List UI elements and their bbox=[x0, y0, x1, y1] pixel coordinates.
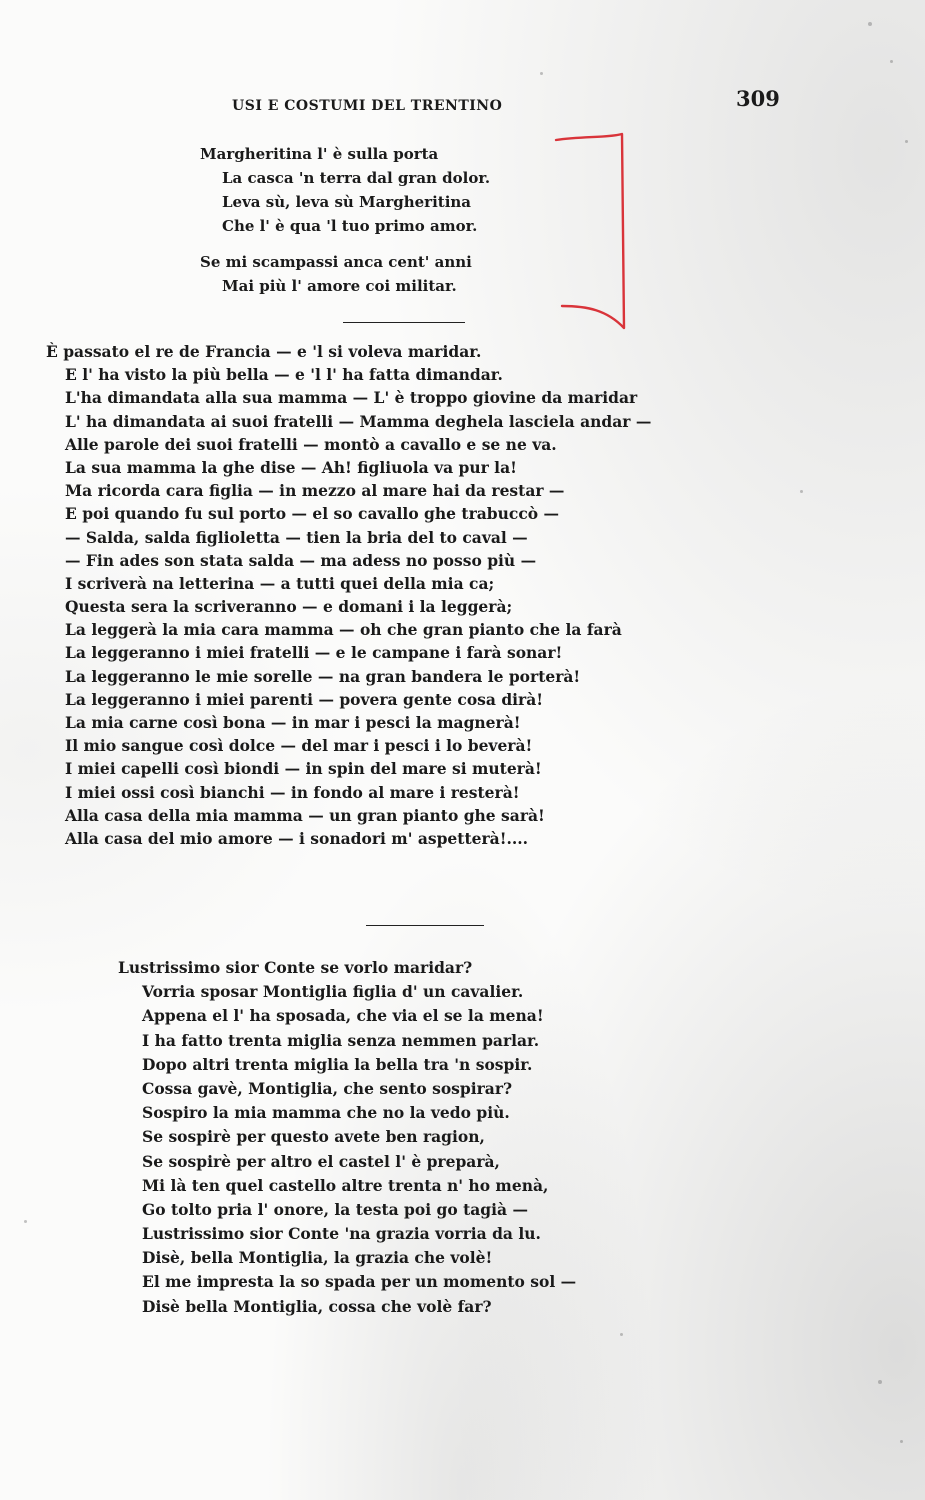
verse-line: La sua mamma la ghe dise — Ah! figliuola va pur la! bbox=[65, 457, 517, 477]
scan-speck bbox=[800, 490, 803, 493]
verse-line: Margheritina l' è sulla porta bbox=[200, 145, 439, 163]
verse-line: Il mio sangue così dolce — del mar i pesci i lo beverà! bbox=[65, 736, 533, 756]
song-re-de-francia bbox=[46, 340, 651, 850]
verse-line: La mia carne così bona — in mar i pesci la magnerà! bbox=[65, 713, 521, 732]
verse-line: La leggeranno i miei parenti — povera gente cosa dirà! bbox=[65, 689, 544, 709]
verse-line: Disè bella Montiglia, cossa che volè far? bbox=[142, 1296, 492, 1316]
verse-line: Dopo altri trenta miglia la bella tra 'n sospir. bbox=[142, 1054, 533, 1074]
verse-line: La leggerà la mia cara mamma — oh che gran pianto che la farà bbox=[65, 620, 622, 640]
verse-line: E l' ha visto la più bella — e 'l l' ha fatta dimandar. bbox=[65, 365, 503, 385]
verse-line: L' ha dimandata ai suoi fratelli — Mamma deghela lasciela andar — bbox=[65, 411, 652, 431]
scan-speck bbox=[878, 1380, 882, 1384]
verse-line: Questa sera la scriveranno — e domani i la leggerà; bbox=[65, 597, 513, 617]
verse-line: Lustrissimo sior Conte 'na grazia vorria da lu. bbox=[142, 1224, 541, 1244]
verse-line: Se mi scampassi anca cent' anni bbox=[200, 253, 472, 271]
verse-line: Mai più l' amore coi militar. bbox=[222, 277, 457, 295]
page-number: 309 bbox=[736, 86, 780, 111]
running-title: USI E COSTUMI DEL TRENTINO bbox=[232, 98, 503, 114]
verse-line: La leggeranno le mie sorelle — na gran bandera le porterà! bbox=[65, 666, 581, 686]
section-divider bbox=[343, 322, 465, 323]
verse-line: Cossa gavè, Montiglia, che sento sospirar? bbox=[142, 1078, 513, 1098]
stanza-gap bbox=[200, 238, 490, 250]
verse-line: Mi là ten quel castello altre trenta n' ho menà, bbox=[142, 1175, 549, 1195]
verse-line: E poi quando fu sul porto — el so cavallo ghe trabuccò — bbox=[65, 504, 560, 524]
verse-line: — Salda, salda figlioletta — tien la bria del to caval — bbox=[65, 527, 528, 547]
verse-line: Alle parole dei suoi fratelli — montò a cavallo e se ne va. bbox=[65, 434, 557, 454]
verse-line: Disè, bella Montiglia, la grazia che volè! bbox=[142, 1248, 493, 1268]
scan-speck bbox=[890, 60, 893, 63]
scan-speck bbox=[900, 1440, 903, 1443]
section-divider bbox=[366, 925, 484, 926]
scan-speck bbox=[620, 1333, 623, 1336]
verse-line: I scriverà na letterina — a tutti quei della mia ca; bbox=[65, 573, 495, 593]
verse-line: I miei capelli così biondi — in spin del mare si muterà! bbox=[65, 759, 542, 779]
scan-speck bbox=[905, 140, 908, 143]
verse-line: Che l' è qua 'l tuo primo amor. bbox=[222, 217, 478, 235]
verse-line: Alla casa del mio amore — i sonadori m' aspetterà!.... bbox=[65, 828, 529, 848]
verse-line: — Fin ades son stata salda — ma adess no posso più — bbox=[65, 550, 537, 570]
verse-line: La leggeranno i miei fratelli — e le campane i farà sonar! bbox=[65, 643, 563, 663]
song-margheritina bbox=[200, 142, 490, 298]
verse-line: Ma ricorda cara figlia — in mezzo al mare hai da restar — bbox=[65, 481, 565, 501]
verse-line: La casca 'n terra dal gran dolor. bbox=[222, 169, 491, 187]
verse-line: Leva sù, leva sù Margheritina bbox=[222, 193, 472, 211]
verse-line: I ha fatto trenta miglia senza nemmen parlar. bbox=[142, 1030, 540, 1050]
scan-speck bbox=[868, 22, 872, 26]
verse-line: Lustrissimo sior Conte se vorlo maridar? bbox=[118, 958, 473, 977]
red-bracket-annotation bbox=[552, 128, 642, 338]
verse-line: Vorria sposar Montiglia figlia d' un cavalier. bbox=[142, 982, 524, 1002]
scan-speck bbox=[540, 72, 543, 75]
verse-line: Appena el l' ha sposada, che via el se la mena! bbox=[142, 1006, 544, 1026]
verse-line: L'ha dimandata alla sua mamma — L' è troppo giovine da maridar bbox=[65, 388, 638, 408]
verse-line: Alla casa della mia mamma — un gran pianto ghe sarà! bbox=[65, 805, 545, 825]
verse-line: Se sospirè per altro el castel l' è preparà, bbox=[142, 1151, 500, 1171]
song-montiglia bbox=[118, 956, 576, 1319]
verse-line: È passato el re de Francia — e 'l si voleva maridar. bbox=[46, 342, 482, 361]
verse-line: Se sospirè per questo avete ben ragion, bbox=[142, 1127, 485, 1147]
verse-line: El me impresta la so spada per un momento sol — bbox=[142, 1272, 577, 1292]
scan-speck bbox=[24, 1220, 27, 1223]
verse-line: Sospiro la mia mamma che no la vedo più. bbox=[142, 1103, 510, 1123]
verse-line: Go tolto pria l' onore, la testa poi go tagià — bbox=[142, 1199, 528, 1219]
verse-line: I miei ossi così bianchi — in fondo al mare i resterà! bbox=[65, 782, 520, 802]
